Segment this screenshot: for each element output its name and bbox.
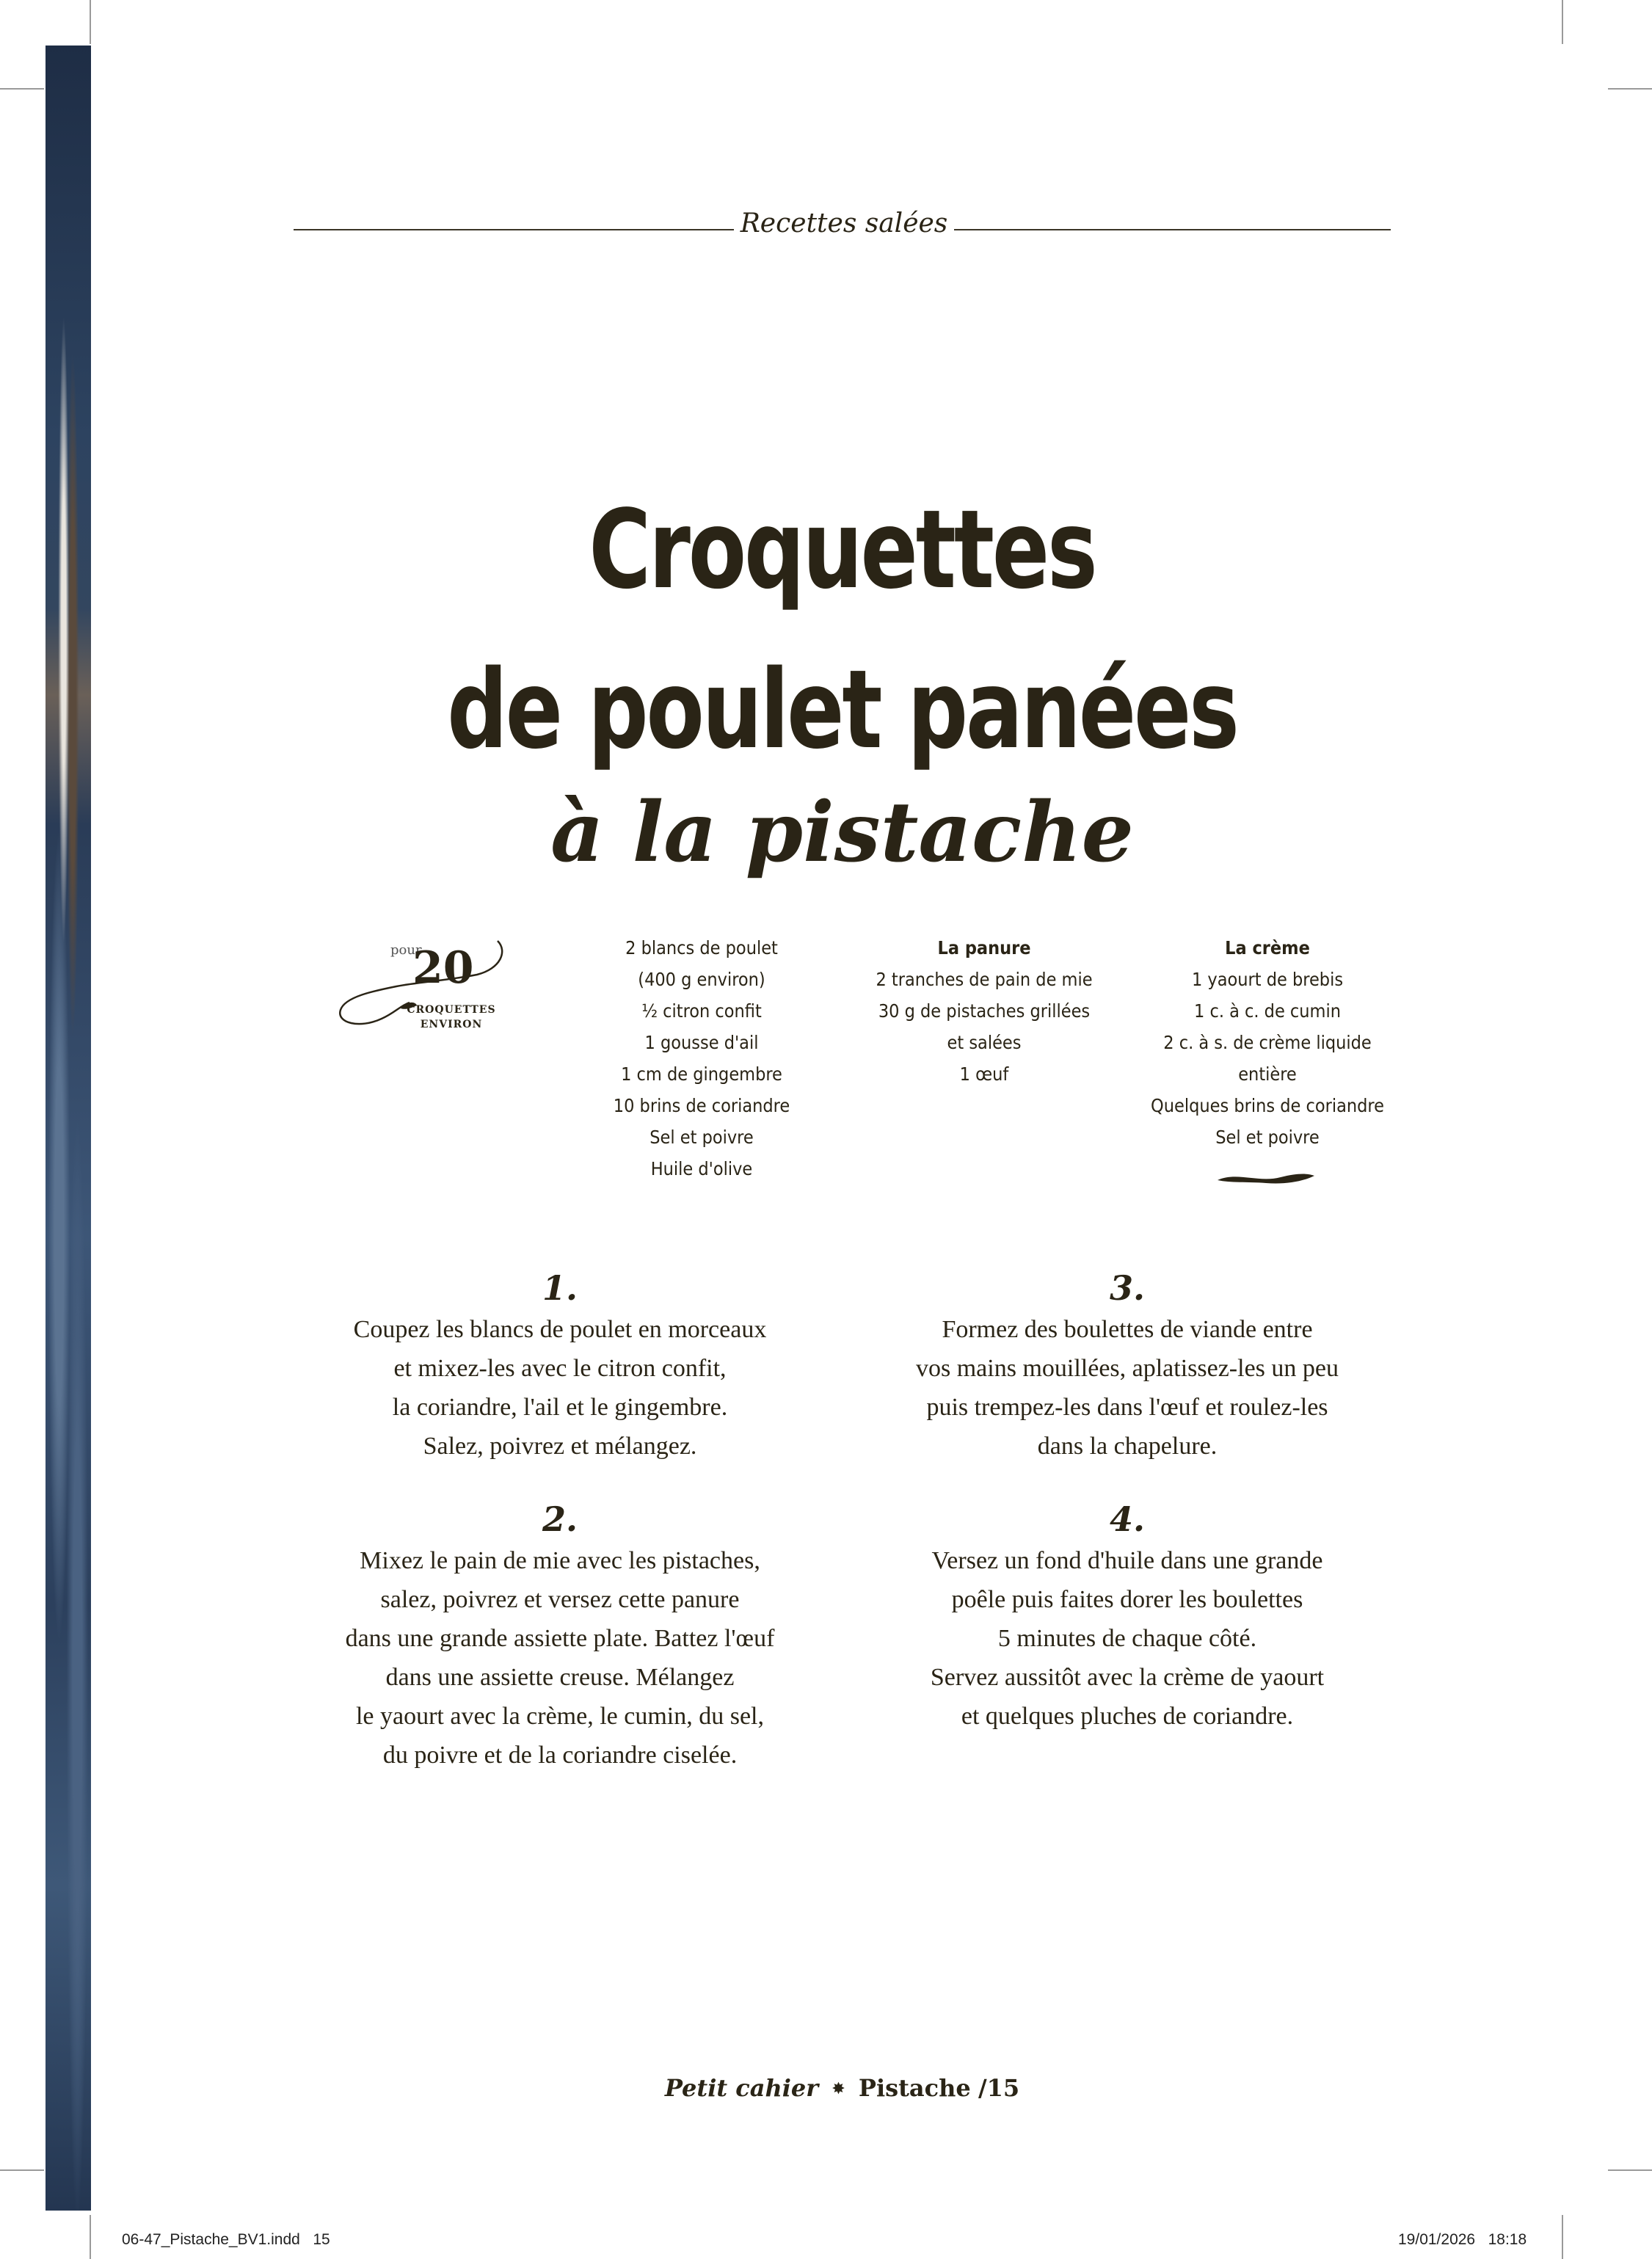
ingredient-item: ½ citron confit — [641, 1000, 762, 1022]
ingredient-item: entière — [1238, 1063, 1297, 1085]
crop-mark — [1562, 2215, 1563, 2259]
ingredients-creme — [1128, 932, 1407, 1153]
footer-brand: Petit cahier — [664, 2074, 819, 2102]
ingredient-item: 1 yaourt de brebis — [1191, 969, 1344, 990]
step-line: Formez des boulettes de viande entre — [942, 1316, 1313, 1343]
ingredient-item: Quelques brins de coriandre — [1151, 1095, 1384, 1116]
step-line: Servez aussitôt avec la crème de yaourt — [930, 1664, 1325, 1691]
step-text — [863, 1541, 1391, 1736]
ingredient-item: 2 blancs de poulet — [625, 937, 778, 958]
step-line: 5 minutes de chaque côté. — [997, 1625, 1257, 1652]
step-text — [863, 1310, 1391, 1466]
step-number: 3. — [1109, 1268, 1146, 1308]
step-line: dans la chapelure. — [1037, 1433, 1218, 1460]
ingredients-panure-title: La panure — [937, 937, 1031, 958]
page-number: /15 — [978, 2074, 1020, 2102]
ingredient-item: 1 cm de gingembre — [621, 1063, 782, 1085]
step-line: la coriandre, l'ail et le gingembre. — [392, 1394, 728, 1421]
ingredient-item: (400 g environ) — [638, 969, 765, 990]
ingredients-main — [562, 932, 841, 1185]
step-1 — [296, 1266, 824, 1466]
recipe-title — [294, 470, 1391, 881]
step-line: et mixez-les avec le citron confit, — [393, 1355, 727, 1382]
crop-mark — [90, 0, 91, 44]
step-line: Salez, poivrez et mélangez. — [423, 1433, 697, 1460]
ingredient-item: 2 c. à s. de crème liquide — [1163, 1032, 1372, 1053]
ingredient-item: 30 g de pistaches grillées — [878, 1000, 1091, 1022]
crop-mark — [1562, 0, 1563, 44]
ingredient-item: 10 brins de coriandre — [613, 1095, 790, 1116]
ingredient-item: Sel et poivre — [649, 1127, 754, 1148]
serving-count: 20 — [412, 942, 474, 994]
step-line: dans une assiette creuse. Mélangez — [385, 1664, 735, 1691]
serving-label-2: ENVIRON — [420, 1019, 483, 1030]
step-number: 1. — [542, 1268, 578, 1308]
step-line: Mixez le pain de mie avec les pistaches, — [360, 1547, 760, 1574]
ingredient-item: Huile d'olive — [650, 1158, 753, 1179]
crop-mark — [0, 88, 44, 90]
ingredients-panure — [845, 932, 1124, 1090]
step-line: vos mains mouillées, aplatissez-les un peu — [916, 1355, 1339, 1382]
step-3 — [863, 1266, 1391, 1466]
header-rule-right — [954, 229, 1391, 230]
step-number: 4. — [1109, 1499, 1146, 1539]
section-label: Recettes salées — [740, 208, 948, 239]
ingredient-item: 1 gousse d'ail — [644, 1032, 759, 1053]
title-subtitle: à la pistache — [550, 785, 1134, 881]
step-4 — [863, 1497, 1391, 1736]
serving-label-1: CROQUETTES — [407, 1004, 496, 1016]
step-line: Versez un fond d'huile dans une grande — [931, 1547, 1323, 1574]
slug-datetime: 19/01/2026 18:18 — [1398, 2231, 1527, 2248]
step-text — [296, 1541, 824, 1775]
step-line: poêle puis faites dorer les boulettes — [951, 1586, 1303, 1613]
ingredient-item: et salées — [947, 1032, 1022, 1053]
step-number: 2. — [542, 1499, 578, 1539]
ingredient-item: 2 tranches de pain de mie — [876, 969, 1093, 990]
ingredient-item: Sel et poivre — [1215, 1127, 1320, 1148]
title-line-1: Croquettes — [589, 487, 1096, 613]
crop-mark — [0, 2169, 44, 2171]
flourish-icon — [1215, 1167, 1317, 1189]
title-line-2: de poulet panées — [447, 647, 1237, 773]
ingredient-item: 1 c. à c. de cumin — [1194, 1000, 1341, 1022]
step-line: dans une grande assiette plate. Battez l'œuf — [345, 1625, 775, 1652]
crop-mark — [1608, 2169, 1652, 2171]
serving-prefix: pour — [390, 942, 422, 958]
step-line: puis trempez-les dans l'œuf et roulez-les — [926, 1394, 1328, 1421]
ingredients-creme-title: La crème — [1225, 937, 1310, 958]
header-rule-left — [294, 229, 734, 230]
serving-badge — [330, 932, 514, 1050]
step-line: et quelques pluches de coriandre. — [961, 1703, 1294, 1730]
crop-mark — [1608, 88, 1652, 90]
footer-separator-icon: ✸ — [832, 2080, 845, 2098]
step-2 — [296, 1497, 824, 1775]
photo-strip — [46, 46, 91, 2211]
slug-filename: 06-47_Pistache_BV1.indd 15 — [122, 2231, 330, 2248]
step-line: du poivre et de la coriandre ciselée. — [382, 1742, 738, 1769]
step-line: le yaourt avec la crème, le cumin, du sel, — [355, 1703, 765, 1730]
step-text — [296, 1310, 824, 1466]
page-footer — [294, 2074, 1391, 2102]
step-line: salez, poivrez et versez cette panure — [380, 1586, 740, 1613]
footer-topic: Pistache — [858, 2074, 971, 2102]
step-line: Coupez les blancs de poulet en morceaux — [353, 1316, 767, 1343]
crop-mark — [90, 2215, 91, 2259]
ingredient-item: 1 œuf — [959, 1063, 1009, 1085]
section-header — [294, 208, 1391, 245]
